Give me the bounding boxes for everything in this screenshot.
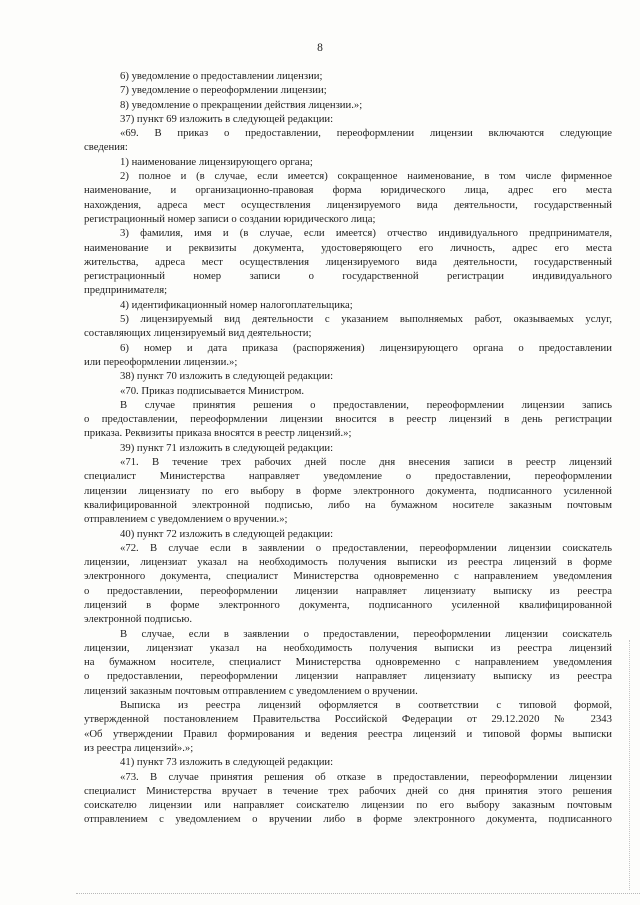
text-line: о предоставлении, переоформлении лицензии вносится в реестр лицензий в день регистрации: [84, 413, 612, 426]
page-bottom-edge: [76, 893, 640, 894]
text-line: Выписка из реестра лицензий оформляется в соответствии с типовой формой,: [120, 699, 612, 712]
text-line: специалист Министерства вручает в течение трех рабочих дней со дня принятия этого решения: [84, 784, 612, 797]
text-line: лицензии, лицензиат указал на необходимость получения выписки из реестра лицензий: [84, 641, 612, 654]
text-line: «69. В приказ о предоставлении, переоформлении лицензии включаются следующие: [120, 127, 612, 140]
text-line: лицензий заказным почтовым отправлением с уведомлением о вручении.: [84, 684, 418, 697]
text-line: приказа. Реквизиты приказа вносятся в реестр лицензий.»;: [84, 427, 352, 440]
text-line: 39) пункт 71 изложить в следующей редакции:: [120, 441, 334, 454]
text-line: лицензий в форме электронного документа, подписанного усиленной квалифицированной: [84, 598, 612, 611]
text-line: «70. Приказ подписывается Министром.: [120, 384, 305, 397]
text-line: В случае, если в заявлении о предоставлении, переоформлении лицензии соискатель: [120, 627, 612, 640]
text-line: 6) уведомление о предоставлении лицензии;: [120, 70, 323, 82]
text-line: 4) идентификационный номер налогоплательщика;: [120, 298, 353, 311]
text-line: электронной подписью.: [84, 613, 193, 626]
text-line: предпринимателя;: [84, 284, 168, 297]
text-line: «73. В случае принятия решения об отказе в предоставлении, переоформлении лицензии: [120, 770, 612, 783]
text-line: 7) уведомление о переоформлении лицензии;: [120, 84, 327, 97]
text-line: наименование, и организационно-правовая форма юридического лица, адрес его места: [84, 184, 612, 197]
text-line: наименование и реквизиты документа, удостоверяющего его личность, адрес его места: [84, 241, 612, 254]
text-line: отправлением с уведомлением о вручении.»;: [84, 513, 288, 526]
text-line: электронного документа, специалист Министерства одновременно с направлением уведомления: [84, 570, 612, 583]
text-line: 8) уведомление о прекращении действия лицензии.»;: [120, 98, 363, 111]
page-number: 8: [317, 42, 323, 54]
text-line: квалифицированной электронной подписью, либо на бумажном носителе заказным почтовым: [84, 498, 612, 511]
text-line: утвержденной постановлением Правительства Российской Федерации от 29.12.2020 № 2343: [84, 713, 612, 726]
text-line: жительства, адреса мест осуществления лицензируемого вида деятельности, государственный: [84, 255, 612, 268]
document-body: [84, 69, 612, 827]
text-line: 5) лицензируемый вид деятельности с указанием выполняемых работ, оказываемых услуг,: [120, 313, 612, 326]
text-line: о предоставлении, переоформлении лицензии направляет лицензиату выписку из реестра: [84, 670, 612, 683]
text-line: или переоформлении лицензии.»;: [84, 355, 238, 368]
text-line: 38) пункт 70 изложить в следующей редакции:: [120, 370, 334, 383]
text-line: специалист Министерства направляет уведомление о предоставлении, переоформлении: [84, 470, 612, 483]
text-line: регистрационный номер записи о создании юридического лица;: [84, 212, 376, 225]
text-line: 6) номер и дата приказа (распоряжения) лицензирующего органа о предоставлении: [120, 341, 612, 354]
text-line: 40) пункт 72 изложить в следующей редакции:: [120, 527, 334, 540]
text-line: «72. В случае если в заявлении о предоставлении, переоформлении лицензии соискатель: [120, 541, 612, 554]
text-line: В случае принятия решения о предоставлении, переоформлении лицензии запись: [120, 398, 612, 411]
text-line: на бумажном носителе, специалист Министерства одновременно с направлением уведомления: [84, 656, 612, 669]
scan-margin-mark: [629, 640, 630, 890]
text-line: лицензии, лицензиат указал на необходимость получения выписки из реестра лицензий в форме: [84, 556, 612, 569]
text-line: сведения:: [84, 141, 128, 154]
text-line: 3) фамилия, имя и (в случае, если имеется) отчество индивидуального предпринимателя,: [120, 227, 612, 240]
text-line: 2) полное и (в случае, если имеется) сокращенное наименование, в том числе фирменное: [120, 170, 612, 183]
text-line: лицензии лицензиату по его выбору в форме электронного документа, подписанного усиленной: [84, 484, 612, 497]
text-line: о предоставлении, переоформлении лицензии направляет лицензиату выписку из реестра: [84, 584, 612, 597]
text-line: 37) пункт 69 изложить в следующей редакции:: [120, 112, 334, 125]
text-line: 1) наименование лицензирующего органа;: [120, 155, 313, 168]
text-line: отправлением с уведомлением о вручении либо в форме электронного документа, подписанного: [84, 813, 612, 826]
text-line: 41) пункт 73 изложить в следующей редакции:: [120, 756, 334, 769]
text-line: из реестра лицензий».»;: [84, 741, 194, 754]
text-line: регистрационный номер записи о государственной регистрации индивидуального: [84, 270, 612, 283]
text-line: «Об утверждении Правил формирования и ведения реестра лицензий и типовой формы выписки: [84, 727, 612, 740]
text-line: нахождения, адреса мест осуществления лицензируемого вида деятельности, государственный: [84, 198, 612, 211]
text-line: соискателю лицензии или направляет соискателю лицензии по его выбору заказным почтовым: [84, 799, 612, 812]
text-line: составляющих лицензируемый вид деятельности;: [84, 327, 312, 340]
text-line: «71. В течение трех рабочих дней после дня внесения записи в реестр лицензий: [120, 456, 612, 469]
